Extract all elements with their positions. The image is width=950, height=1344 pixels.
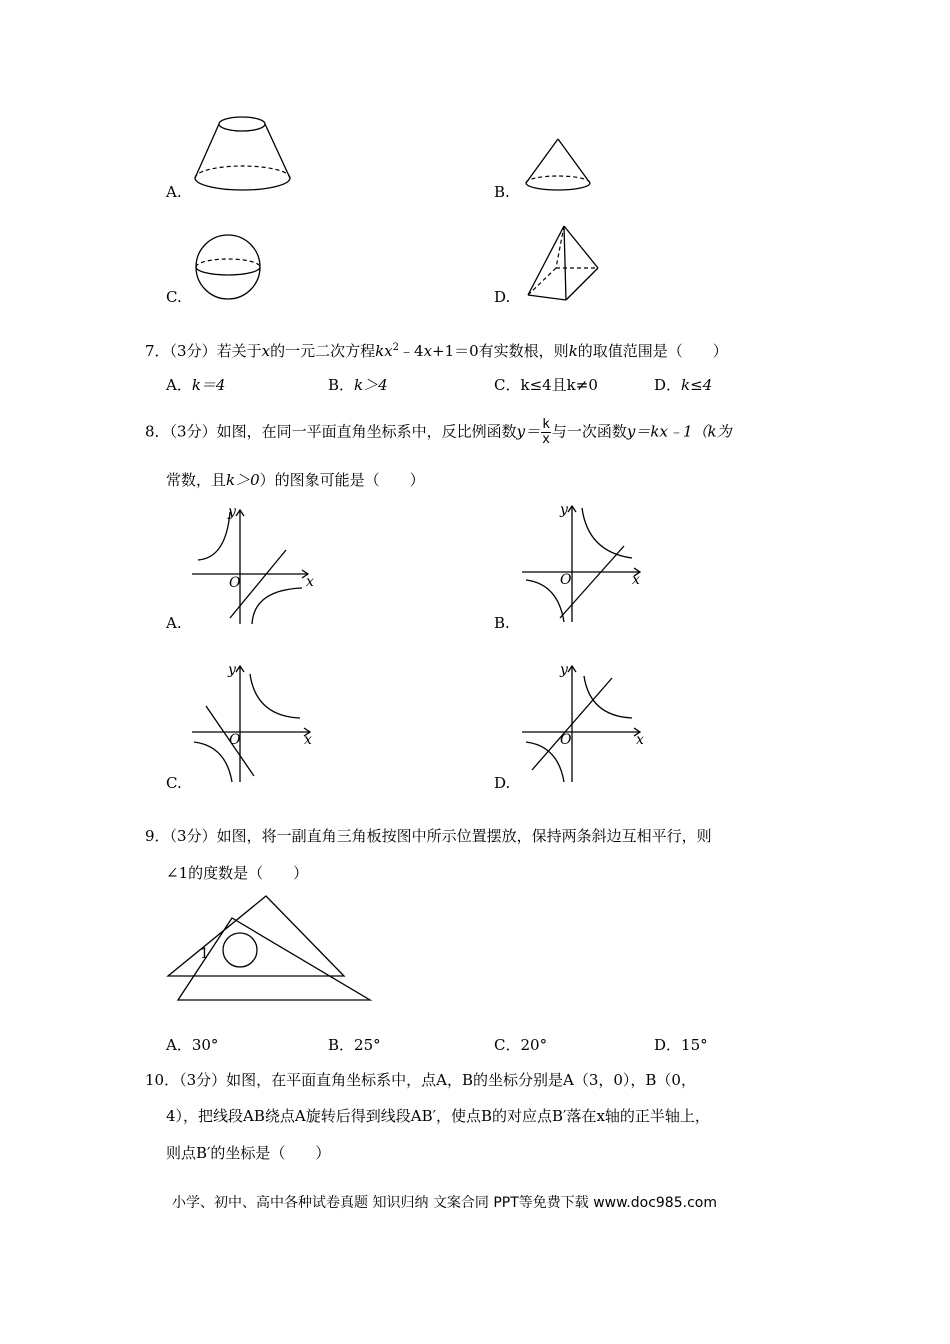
q7-stem: 7．（3分）若关于x的一元二次方程$kx^2﹣4x+1=0$有实数根，则k的取值范围是（ ） (145, 342, 728, 360)
angle-1-label: 1 (200, 946, 209, 962)
q8-graph-c (190, 660, 320, 785)
sphere-figure (194, 233, 264, 303)
q10-stem-line2: 4），把线段AB绕点A旋转后得到线段AB′，使点B的对应点B′落在x轴的正半轴上， (166, 1107, 710, 1125)
q6-option-a-label: A. (166, 183, 182, 201)
q9-stem-line2: ∠1的度数是（ ） (166, 864, 309, 882)
q10-stem-line3: 则点B′的坐标是（ ） (166, 1144, 331, 1162)
q7-option-c[interactable]: C．k≤4且k≠0 (494, 376, 598, 394)
origin-label: O (229, 575, 241, 591)
q9-option-b[interactable]: B．25° (328, 1036, 381, 1054)
q8-option-a-label: A. (166, 614, 182, 632)
y-axis-label: y (228, 504, 236, 520)
q7-option-b[interactable]: B．k＞4 (328, 376, 388, 394)
q8-stem-line2: 常数，且k＞0）的图象可能是（ ） (166, 471, 425, 489)
q6-option-c-label: C. (166, 288, 182, 306)
y-axis-label: y (228, 662, 236, 678)
q8-option-d-label: D. (494, 774, 511, 792)
x-axis-label: x (636, 732, 644, 748)
x-axis-label: x (632, 572, 640, 588)
y-axis-label: y (560, 502, 568, 518)
fraction-k-over-x: $\frac{k}{x}$ (542, 417, 550, 447)
q9-option-c[interactable]: C．20° (494, 1036, 548, 1054)
origin-label: O (560, 572, 572, 588)
q9-stem-line1: 9．（3分）如图，将一副直角三角板按图中所示位置摆放，保持两条斜边互相平行，则 (145, 827, 712, 845)
pyramid-figure (520, 222, 605, 304)
q8-option-c-label: C. (166, 774, 182, 792)
origin-label: O (560, 732, 572, 748)
q7-option-d[interactable]: D．k≤4 (654, 376, 713, 394)
q6-option-d-label: D. (494, 288, 511, 306)
origin-label: O (229, 732, 241, 748)
q8-graph-d (520, 660, 650, 785)
q6-option-b-label: B. (494, 183, 510, 201)
cone-figure (522, 135, 597, 197)
q8-stem-line1: 8．（3分）如图，在同一平面直角坐标系中，反比例函数y＝ $\frac{k}{x}$ 与一次函数y＝kx﹣1（k为 (145, 417, 732, 447)
q8-graph-b (520, 500, 650, 625)
q8-graph-a (190, 502, 320, 627)
q10-stem-line1: 10．（3分）如图，在平面直角坐标系中，点A，B的坐标分别是A（3，0），B（0， (145, 1071, 696, 1089)
set-squares-figure (164, 890, 379, 1005)
x-axis-label: x (304, 732, 312, 748)
q9-option-a[interactable]: A．30° (166, 1036, 219, 1054)
q7-option-a[interactable]: A．k＝4 (166, 376, 226, 394)
x-axis-label: x (306, 574, 314, 590)
frustum-figure (190, 110, 300, 195)
page-footer: 小学、初中、高中各种试卷真题 知识归纳 文案合同 PPT等免费下载 www.doc985.com (172, 1195, 717, 1211)
y-axis-label: y (560, 662, 568, 678)
q8-option-b-label: B. (494, 614, 510, 632)
q9-option-d[interactable]: D．15° (654, 1036, 708, 1054)
